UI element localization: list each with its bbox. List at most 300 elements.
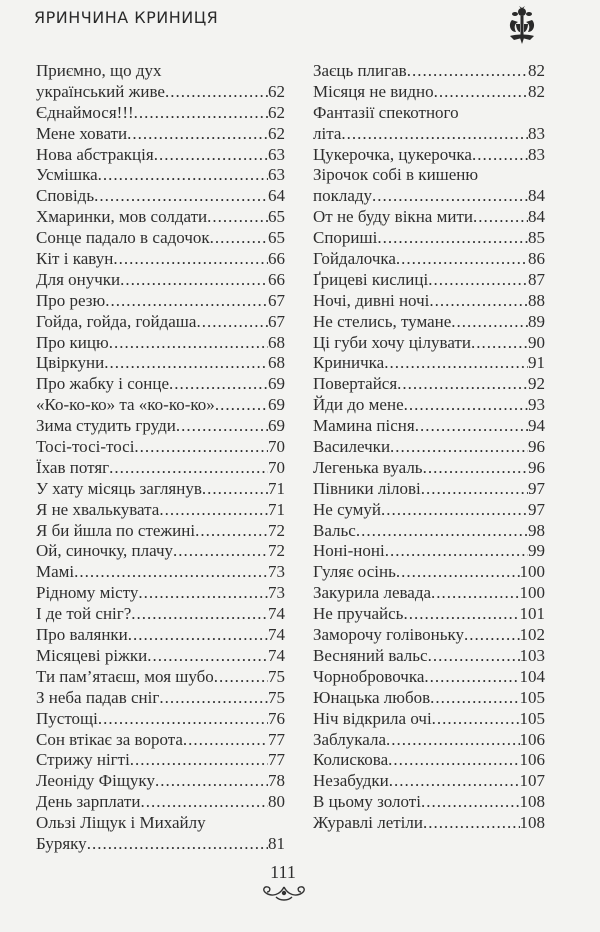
dot-leader (138, 583, 268, 604)
toc-entry-line (313, 124, 545, 145)
toc-entry[interactable] (313, 541, 545, 562)
toc-entry-title: Сонце падало в садочок (36, 228, 210, 248)
toc-entry-line (313, 291, 545, 312)
toc-entry-title: Ой, синочку, плачу (36, 541, 174, 561)
toc-entry-line (36, 709, 285, 730)
toc-entry-title: Ґрицеві кислиці (313, 269, 429, 289)
toc-entry-line (36, 124, 285, 145)
dot-leader (196, 312, 268, 333)
toc-entry[interactable] (36, 186, 285, 207)
toc-entry-page: 70 (268, 457, 285, 477)
toc-entry[interactable] (313, 604, 545, 625)
toc-entry[interactable] (36, 521, 285, 542)
toc-entry-page: 84 (528, 186, 545, 206)
toc-entry-title: Стрижу нігті (36, 750, 130, 770)
toc-entry-line (313, 228, 545, 249)
toc-entry-title: Пустощі (36, 708, 98, 728)
toc-entry[interactable] (313, 583, 545, 604)
toc-entry-title: Зірочок собі в кишеню (313, 165, 479, 185)
toc-entry-page: 96 (528, 457, 545, 477)
toc-entry-title: Фантазії спекотного (313, 102, 459, 122)
toc-entry-line (36, 395, 285, 416)
toc-entry-line (36, 500, 285, 521)
toc-entry[interactable] (36, 500, 285, 521)
toc-entry-line (313, 750, 545, 771)
toc-entry[interactable] (36, 709, 285, 730)
toc-entry-page: 62 (268, 123, 285, 143)
toc-entry-line (36, 771, 285, 792)
toc-entry[interactable] (36, 437, 285, 458)
toc-entry-page: 70 (268, 437, 285, 457)
dot-leader (430, 688, 519, 709)
dot-leader (202, 479, 268, 500)
toc-entry-page: 82 (528, 81, 545, 101)
toc-entry-title: От не буду вікна мити (313, 207, 473, 227)
toc-entry[interactable] (36, 562, 285, 583)
toc-entry[interactable] (313, 416, 545, 437)
toc-entry-title: Про валянки (36, 625, 128, 645)
toc-entry-title: І де той сніг? (36, 604, 132, 624)
toc-entry[interactable] (313, 353, 545, 374)
toc-entry-title: Не стелись, тумане (313, 311, 452, 331)
dot-leader (356, 521, 528, 542)
dot-leader (154, 145, 268, 166)
toc-entry-line (313, 771, 545, 792)
toc-entry[interactable] (313, 437, 545, 458)
dot-leader (159, 500, 268, 521)
toc-entry-line (36, 750, 285, 771)
toc-entry-title: Хмаринки, мов солдати (36, 207, 208, 227)
dot-leader (130, 750, 268, 771)
toc-entry-page: 102 (519, 625, 545, 645)
toc-entry-title: Для онучки (36, 269, 121, 289)
dot-leader (165, 82, 268, 103)
dot-leader (385, 541, 528, 562)
toc-entry[interactable] (313, 145, 545, 166)
toc-entry-title: Їхав потяг (36, 457, 110, 477)
toc-entry-title: Журавлі летіли (313, 813, 423, 833)
toc-entry-page: 96 (528, 437, 545, 457)
toc-entry-page: 105 (519, 687, 545, 707)
toc-entry-title: Мамі (36, 562, 75, 582)
toc-entry-line (36, 562, 285, 583)
toc-entry-page: 106 (519, 750, 545, 770)
toc-entry[interactable] (36, 688, 285, 709)
toc-entry-line (36, 541, 285, 562)
toc-entry-page: 85 (528, 228, 545, 248)
dot-leader (432, 709, 520, 730)
toc-entry[interactable] (36, 270, 285, 291)
toc-entry[interactable] (313, 312, 545, 333)
dot-leader (105, 291, 268, 312)
toc-entry-page: 82 (528, 61, 545, 80)
toc-entry-line (313, 270, 545, 291)
toc-entry-title: Весняний вальс (313, 645, 428, 665)
toc-entry-title: Незабудки (313, 771, 389, 791)
dot-leader (176, 416, 268, 437)
toc-entry-line (313, 374, 545, 395)
toc-entry-page: 90 (528, 332, 545, 352)
dot-leader (390, 437, 528, 458)
toc-entry-page: 72 (268, 541, 285, 561)
toc-entry-page: 62 (268, 102, 285, 122)
toc-entry-title-continued: Буряку (36, 833, 87, 853)
toc-entry[interactable] (313, 291, 545, 312)
toc-entry-page: 75 (268, 687, 285, 707)
toc-entry[interactable] (313, 625, 545, 646)
toc-entry[interactable] (36, 813, 285, 855)
dot-leader (109, 458, 268, 479)
toc-entry-line (36, 312, 285, 333)
toc-entry-page: 78 (268, 771, 285, 791)
toc-entry-line (313, 541, 545, 562)
toc-entry[interactable] (36, 771, 285, 792)
toc-entry-title: Рідному місту (36, 583, 139, 603)
toc-entry-title: Спориші (313, 228, 378, 248)
toc-entry-page: 69 (268, 395, 285, 415)
toc-entry-title: Вальс (313, 520, 356, 540)
toc-entry[interactable] (36, 458, 285, 479)
dot-leader (134, 103, 268, 124)
toc-entry-page: 92 (528, 374, 545, 394)
toc-entry-page: 84 (528, 207, 545, 227)
toc-entry-page: 107 (519, 771, 545, 791)
toc-entry-line (313, 395, 545, 416)
toc-entry[interactable] (313, 458, 545, 479)
toc-entry[interactable] (36, 395, 285, 416)
dot-leader (207, 207, 268, 228)
dot-leader (428, 270, 528, 291)
toc-entry[interactable] (36, 374, 285, 395)
toc-entry-title: День зарплати (36, 792, 141, 812)
toc-entry-line (313, 667, 545, 688)
toc-entry[interactable] (36, 207, 285, 228)
toc-entry-line (313, 312, 545, 333)
toc-entry-page: 67 (268, 290, 285, 310)
toc-entry[interactable] (36, 61, 285, 103)
toc-entry[interactable] (36, 165, 285, 186)
toc-entry[interactable] (36, 625, 285, 646)
toc-entry-page: 74 (268, 645, 285, 665)
toc-entry-line (36, 730, 285, 751)
toc-entry-page: 77 (268, 750, 285, 770)
toc-entry-page: 86 (528, 249, 545, 269)
toc-entry-page: 63 (268, 144, 285, 164)
toc-entry-title: Сповідь (36, 186, 95, 206)
toc-entry-title: Гуляє осінь (313, 562, 396, 582)
toc-entry[interactable] (36, 667, 285, 688)
toc-entry[interactable] (313, 374, 545, 395)
toc-entry-title: Єднаймося!!! (36, 102, 134, 122)
dot-leader (431, 583, 519, 604)
toc-entry[interactable] (313, 395, 545, 416)
toc-entry-line (313, 604, 545, 625)
toc-entry-title: Гойдалочка (313, 249, 396, 269)
toc-entry-page: 104 (519, 666, 545, 686)
toc-entry-page: 83 (528, 144, 545, 164)
toc-entry-page: 73 (268, 562, 285, 582)
toc-entry-line (313, 145, 545, 166)
dot-leader (415, 416, 528, 437)
toc-entry-title: Усмішка (36, 165, 98, 185)
toc-entry[interactable] (36, 646, 285, 667)
toc-entry[interactable] (313, 730, 545, 751)
toc-entry-title: Місяця не видно (313, 81, 434, 101)
dot-leader (195, 521, 268, 542)
toc-entry-title: З неба падав сніг (36, 687, 160, 707)
scroll-ornament-icon (258, 883, 310, 903)
dot-leader (98, 709, 268, 730)
toc-entry-line (313, 813, 545, 834)
toc-entry[interactable] (36, 312, 285, 333)
toc-entry-title: Місяцеві ріжки (36, 645, 148, 665)
toc-entry-title-continued: літа (313, 123, 342, 143)
dot-leader (424, 667, 519, 688)
toc-entry-page: 65 (268, 228, 285, 248)
toc-entry-line (313, 353, 545, 374)
toc-entry[interactable] (36, 792, 285, 813)
dot-leader (134, 437, 268, 458)
toc-entry[interactable] (313, 792, 545, 813)
toc-entry[interactable] (313, 103, 545, 145)
toc-entry[interactable] (313, 165, 545, 207)
toc-entry[interactable] (313, 500, 545, 521)
dot-leader (131, 604, 268, 625)
toc-entry-title: Заморочу голівоньку (313, 625, 464, 645)
toc-entry-page: 64 (268, 186, 285, 206)
dot-leader (428, 646, 520, 667)
toc-entry[interactable] (313, 667, 545, 688)
toc-entry-line (313, 82, 545, 103)
dot-leader (386, 730, 520, 751)
toc-entry-page: 100 (519, 562, 545, 582)
toc-entry-page: 87 (528, 269, 545, 289)
dot-leader (407, 61, 528, 82)
dot-leader (214, 667, 268, 688)
toc-entry[interactable] (36, 750, 285, 771)
toc-entry[interactable] (313, 521, 545, 542)
toc-entry-title: Не пручайсь (313, 604, 404, 624)
toc-entry-title: Василечки (313, 437, 391, 457)
page-number: 111 (270, 862, 296, 882)
toc-entry[interactable] (36, 479, 285, 500)
toc-entry-line (36, 228, 285, 249)
dot-leader (210, 228, 268, 249)
dot-leader (396, 249, 528, 270)
dot-leader (87, 834, 268, 855)
dot-leader (384, 353, 528, 374)
toc-entry[interactable] (36, 228, 285, 249)
toc-entry[interactable] (313, 688, 545, 709)
dot-leader (183, 730, 268, 751)
toc-entry-page: 101 (519, 604, 545, 624)
toc-entry-page: 72 (268, 520, 285, 540)
toc-entry-title: Йди до мене (313, 395, 404, 415)
toc-entry[interactable] (313, 249, 545, 270)
toc-entry-title: Заєць плигав (313, 61, 407, 80)
dot-leader (155, 771, 268, 792)
dot-leader (404, 395, 528, 416)
toc-entry[interactable] (313, 813, 545, 834)
toc-entry[interactable] (36, 124, 285, 145)
toc-entry-title: Ользі Ліщук і Михайлу (36, 813, 206, 833)
toc-entry-title: Я би йшла по стежині (36, 520, 196, 540)
toc-entry-page: 100 (519, 583, 545, 603)
toc-entry-page: 77 (268, 729, 285, 749)
dot-leader (74, 562, 268, 583)
toc-entry-title: Півники лілові (313, 478, 421, 498)
toc-entry-line (36, 604, 285, 625)
toc-entry[interactable] (313, 61, 545, 82)
toc-entry-line (313, 688, 545, 709)
toc-entry[interactable] (313, 750, 545, 771)
toc-entry-title-continued: покладу (313, 186, 373, 206)
toc-entry-line (313, 500, 545, 521)
toc-entry-title: Ночі, дивні ночі (313, 290, 430, 310)
toc-entry[interactable] (313, 228, 545, 249)
toc-entry-line (36, 646, 285, 667)
toc-entry[interactable] (313, 82, 545, 103)
dot-leader (451, 312, 528, 333)
toc-entry-page: 89 (528, 311, 545, 331)
dot-leader (377, 228, 528, 249)
toc-entry-title: Гойда, гойда, гойдаша (36, 311, 197, 331)
toc-entry-line (36, 583, 285, 604)
toc-entry-line (36, 61, 285, 82)
toc-entry[interactable] (36, 416, 285, 437)
toc-entry-line (313, 61, 545, 82)
toc-entry-title: Леоніду Фіщуку (36, 771, 155, 791)
toc-entry-line (313, 479, 545, 500)
dot-leader (94, 186, 268, 207)
toc-entry-line (313, 416, 545, 437)
dot-leader (389, 771, 520, 792)
toc-entry-page: 71 (268, 499, 285, 519)
toc-entry-line (36, 437, 285, 458)
toc-entry-title: В цьому золоті (313, 792, 421, 812)
toc-entry-line (36, 834, 285, 855)
toc-entry-title: Кіт і кавун (36, 249, 114, 269)
dot-leader (104, 353, 268, 374)
toc-entry-page: 99 (528, 541, 545, 561)
toc-entry-line (313, 709, 545, 730)
toc-entry-page: 68 (268, 332, 285, 352)
toc-entry[interactable] (36, 333, 285, 354)
toc-entry-line (36, 186, 285, 207)
toc-entry-line (36, 291, 285, 312)
dot-leader (127, 124, 268, 145)
toc-entry-page: 73 (268, 583, 285, 603)
toc-entry-title: Ти пам’ятаєш, моя шубо (36, 666, 214, 686)
toc-entry-line (36, 103, 285, 124)
toc-entry-page: 69 (268, 416, 285, 436)
toc-entry[interactable] (313, 646, 545, 667)
toc-entry[interactable] (36, 583, 285, 604)
toc-entry-line (36, 688, 285, 709)
toc-entry[interactable] (36, 541, 285, 562)
toc-entry-page: 93 (528, 395, 545, 415)
toc-entry-page: 71 (268, 478, 285, 498)
dot-leader (421, 792, 520, 813)
toc-entry-line (36, 145, 285, 166)
dot-leader (403, 604, 519, 625)
dot-leader (397, 374, 528, 395)
toc-entry-line (36, 479, 285, 500)
toc-entry-line (313, 583, 545, 604)
toc-entry-line (36, 207, 285, 228)
toc-entry[interactable] (36, 353, 285, 374)
toc-entry[interactable] (36, 291, 285, 312)
toc-entry-title: Мамина пісня (313, 416, 415, 436)
toc-entry-page: 68 (268, 353, 285, 373)
toc-entry[interactable] (313, 771, 545, 792)
dot-leader (215, 395, 268, 416)
toc-entry[interactable] (313, 270, 545, 291)
dot-leader (429, 291, 528, 312)
toc-entry[interactable] (36, 145, 285, 166)
dot-leader (388, 750, 519, 771)
running-header-title: ЯРИНЧИНА КРИНИЦЯ (34, 8, 219, 27)
toc-entry-line (313, 103, 545, 124)
toc-entry-title: Мене ховати (36, 123, 128, 143)
toc-entry-line (36, 374, 285, 395)
toc-right-column (313, 61, 545, 834)
toc-entry-title: Приємно, що дух (36, 61, 162, 80)
toc-entry-title: Тосі-тосі-тосі (36, 437, 135, 457)
toc-entry-title: Повертайся (313, 374, 398, 394)
toc-entry-line (36, 625, 285, 646)
toc-entry-title: Легенька вуаль (313, 457, 423, 477)
dot-leader (113, 249, 268, 270)
toc-entry-page: 74 (268, 625, 285, 645)
toc-entry[interactable] (36, 249, 285, 270)
dot-leader (434, 82, 528, 103)
toc-entry-line (313, 458, 545, 479)
toc-entry[interactable] (313, 207, 545, 228)
toc-entry-title: Закурила левада (313, 583, 432, 603)
toc-entry-title: Зима студить груди (36, 416, 176, 436)
toc-entry[interactable] (36, 604, 285, 625)
toc-entry-line (36, 333, 285, 354)
toc-entry-title: Цвіркуни (36, 353, 105, 373)
toc-entry[interactable] (313, 479, 545, 500)
toc-entry-line (36, 82, 285, 103)
toc-entry-title: Я не хвалькувата (36, 499, 160, 519)
toc-entry-title: Про резю (36, 290, 106, 310)
toc-entry-page: 66 (268, 269, 285, 289)
dot-leader (128, 625, 268, 646)
toc-entry-line (313, 792, 545, 813)
toc-entry[interactable] (36, 103, 285, 124)
toc-entry-line (36, 813, 285, 834)
dot-leader (109, 333, 268, 354)
toc-entry-line (313, 730, 545, 751)
toc-entry-title: Ці губи хочу цілувати (313, 332, 471, 352)
toc-entry[interactable] (313, 709, 545, 730)
toc-entry[interactable] (36, 730, 285, 751)
toc-entry-line (36, 249, 285, 270)
toc-entry-page: 62 (268, 81, 285, 101)
toc-entry-page: 94 (528, 416, 545, 436)
toc-entry-page: 91 (528, 353, 545, 373)
toc-entry-page: 66 (268, 249, 285, 269)
dot-leader (372, 186, 528, 207)
dot-leader (140, 792, 268, 813)
toc-entry-title: Цукерочка, цукерочка (313, 144, 472, 164)
toc-entry[interactable] (313, 333, 545, 354)
toc-entry[interactable] (313, 562, 545, 583)
toc-entry-title: Заблукала (313, 729, 386, 749)
